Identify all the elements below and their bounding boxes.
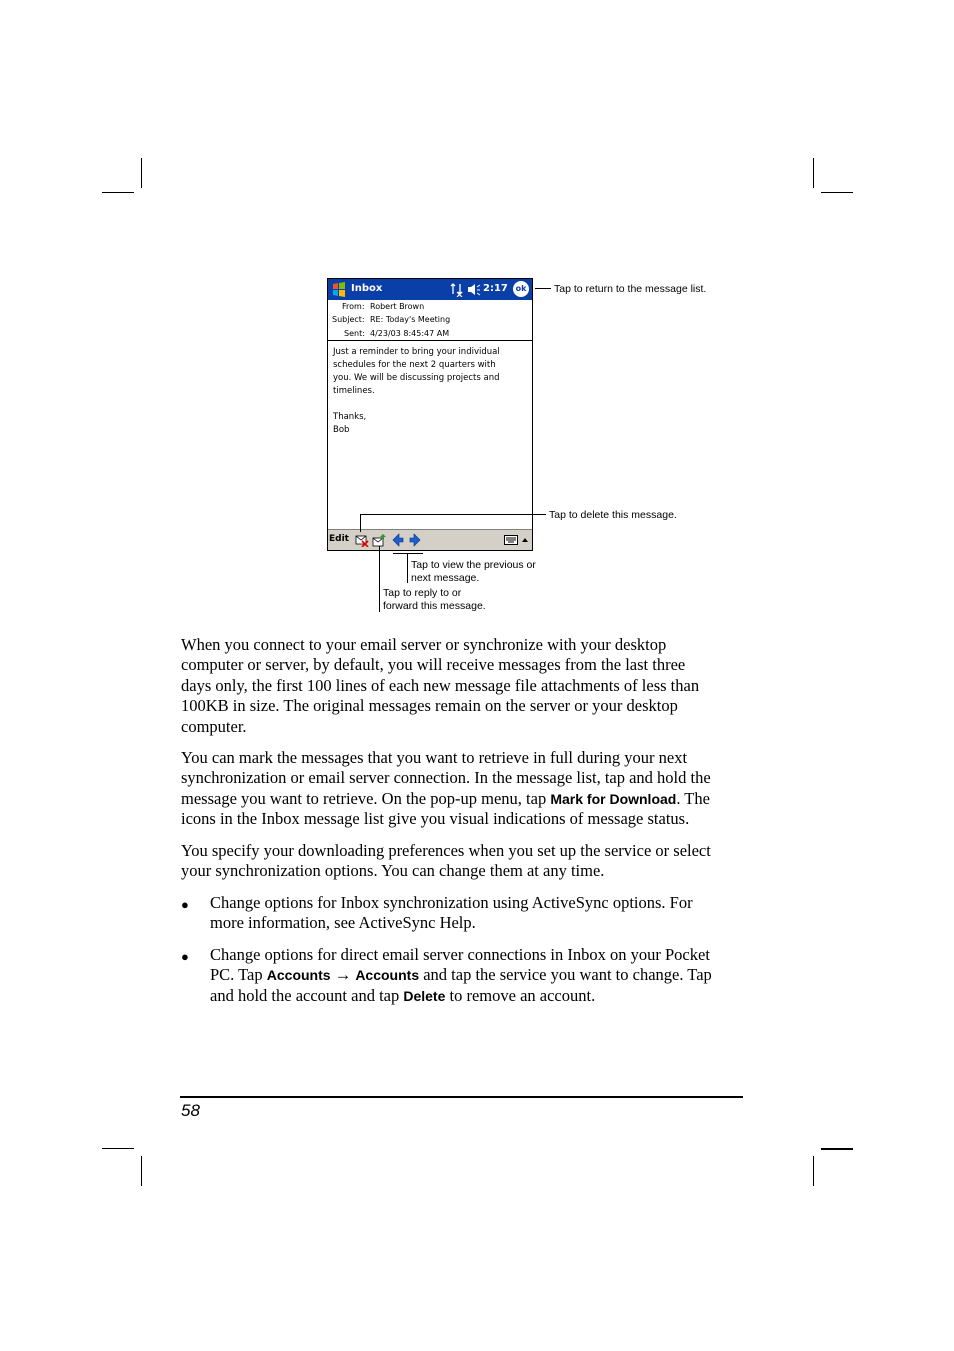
callout-line bbox=[535, 288, 551, 289]
app-title: Inbox bbox=[351, 283, 383, 294]
callout-reply-line2: forward this message. bbox=[383, 600, 486, 612]
text-line: You can mark the messages that you want to retrieve in full during your next bbox=[181, 748, 688, 767]
callout-line bbox=[393, 553, 423, 554]
text-line: Change options for direct email server connections in Inbox on your Pocket bbox=[210, 945, 710, 964]
message-header bbox=[328, 300, 532, 341]
body-line: you. We will be discussing projects and bbox=[333, 373, 500, 383]
callout-prev-next-line2: next message. bbox=[411, 572, 480, 584]
message-body[interactable] bbox=[333, 346, 528, 437]
paragraph-default-download bbox=[181, 635, 743, 737]
callout-reply-line1: Tap to reply to or bbox=[383, 587, 462, 599]
keyboard-icon[interactable] bbox=[504, 535, 518, 545]
arrow-icon: → bbox=[334, 965, 352, 985]
edit-menu[interactable]: Edit bbox=[329, 534, 349, 544]
text-line: synchronization or email server connection. In the message list, tap and hold the bbox=[181, 768, 711, 788]
text-line: You specify your downloading preferences when you set up the service or select bbox=[181, 841, 711, 860]
callout-line bbox=[407, 553, 408, 583]
input-menu-arrow-icon[interactable] bbox=[521, 536, 529, 544]
callout-line bbox=[379, 546, 380, 612]
text-line: When you connect to your email server or synchronize with your desktop bbox=[181, 635, 667, 654]
body-line: schedules for the next 2 quarters with bbox=[333, 360, 496, 370]
callout-prev-next-line1: Tap to view the previous or bbox=[411, 559, 536, 571]
text-line: 100KB in size. The original messages remain on the server or your desktop bbox=[181, 696, 678, 716]
text-span: and hold the account and tap bbox=[210, 985, 404, 1005]
ui-term-accounts: Accounts bbox=[355, 967, 420, 984]
paragraph-preferences bbox=[181, 841, 743, 882]
ui-term-delete: Delete bbox=[403, 987, 446, 1004]
bullet-direct-server bbox=[210, 945, 750, 1006]
next-icon[interactable] bbox=[408, 533, 422, 547]
callout-delete: Tap to delete this message. bbox=[549, 509, 677, 521]
subject-value: RE: Today's Meeting bbox=[370, 315, 451, 324]
ok-button[interactable]: ok bbox=[513, 281, 529, 297]
menu-bar bbox=[328, 529, 532, 550]
bullet-activesync bbox=[210, 893, 750, 934]
clock[interactable]: 2:17 bbox=[483, 283, 508, 294]
text-span: PC. Tap bbox=[210, 965, 267, 985]
ui-term-mark-for-download: Mark for Download bbox=[550, 790, 677, 807]
from-label: From: bbox=[342, 302, 365, 311]
text-line: computer. bbox=[181, 716, 247, 736]
body-line: Just a reminder to bring your individual bbox=[333, 347, 500, 357]
bullet-marker: ● bbox=[181, 897, 189, 912]
crop-mark bbox=[821, 1148, 853, 1150]
callout-line bbox=[360, 514, 546, 515]
text-line: computer or server, by default, you will receive messages from the last three bbox=[181, 655, 686, 675]
previous-icon[interactable] bbox=[391, 533, 405, 547]
body-line: Thanks, bbox=[333, 412, 367, 422]
paragraph-mark-for-download bbox=[181, 748, 743, 830]
text-line bbox=[210, 986, 750, 1006]
text-span: message you want to retrieve. On the pop-up menu, tap bbox=[181, 788, 551, 808]
text-span: to remove an account. bbox=[445, 985, 596, 1005]
body-line bbox=[333, 398, 528, 411]
delete-icon[interactable] bbox=[355, 533, 369, 547]
body-line: timelines. bbox=[333, 386, 375, 396]
crop-mark bbox=[102, 1148, 134, 1149]
title-bar bbox=[328, 279, 532, 300]
from-value: Robert Brown bbox=[370, 302, 425, 311]
text-line bbox=[210, 965, 750, 985]
bullet-marker: ● bbox=[181, 949, 189, 964]
crop-mark bbox=[141, 158, 142, 188]
crop-mark bbox=[102, 192, 134, 193]
page-number: 58 bbox=[181, 1101, 200, 1120]
callout-line bbox=[360, 514, 361, 532]
crop-mark bbox=[813, 158, 814, 188]
callout-ok: Tap to return to the message list. bbox=[554, 283, 707, 295]
sent-label: Sent: bbox=[344, 329, 365, 338]
connectivity-icon[interactable] bbox=[450, 282, 464, 297]
crop-mark bbox=[141, 1156, 142, 1186]
crop-mark bbox=[813, 1156, 814, 1186]
text-line: your synchronization options. You can change them at any time. bbox=[181, 861, 605, 881]
pocket-pc-inbox-screenshot bbox=[327, 278, 533, 551]
reply-icon[interactable] bbox=[372, 533, 386, 547]
text-line: days only, the first 100 lines of each new message file attachments of less than bbox=[181, 675, 700, 695]
text-line: more information, see ActiveSync Help. bbox=[210, 913, 476, 933]
text-span: and tap the service you want to change. Tap bbox=[419, 965, 712, 985]
subject-label: Subject: bbox=[332, 315, 365, 324]
footer-rule bbox=[180, 1096, 743, 1098]
ui-term-accounts: Accounts bbox=[266, 967, 331, 984]
sent-value: 4/23/03 8:45:47 AM bbox=[370, 329, 450, 338]
text-line bbox=[181, 789, 743, 809]
text-line: Change options for Inbox synchronization using ActiveSync options. For bbox=[210, 893, 693, 912]
body-line: Bob bbox=[333, 425, 350, 435]
crop-mark bbox=[821, 192, 853, 193]
volume-icon[interactable] bbox=[467, 282, 481, 297]
windows-start-icon[interactable] bbox=[330, 281, 348, 298]
text-span: . The bbox=[676, 788, 710, 808]
text-line: icons in the Inbox message list give you visual indications of message status. bbox=[181, 809, 690, 829]
